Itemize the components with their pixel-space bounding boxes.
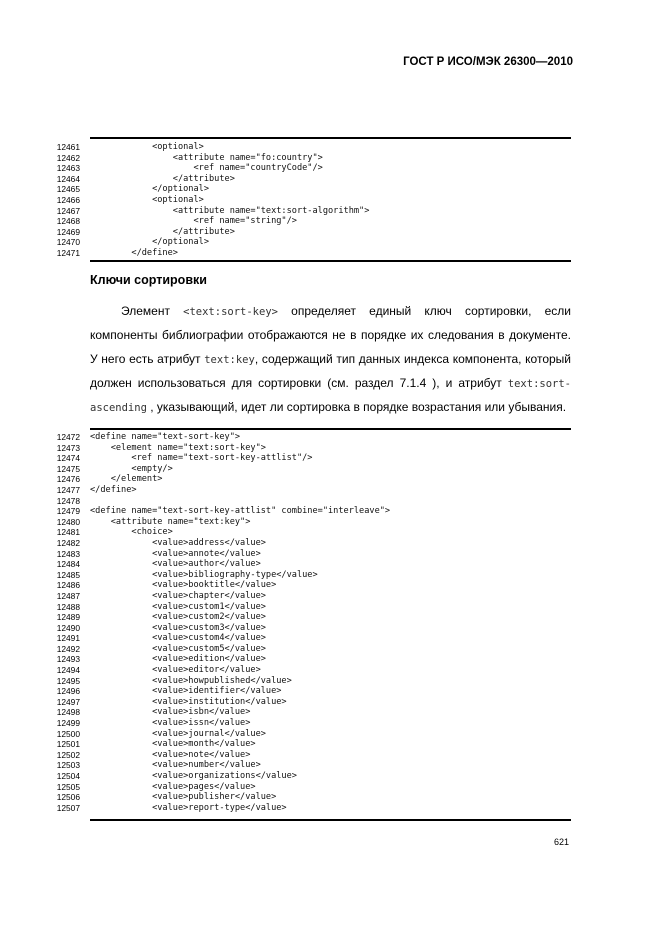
code-text: </optional> xyxy=(90,184,209,195)
line-number: 12470 xyxy=(56,237,80,248)
line-number: 12507 xyxy=(56,802,80,813)
code-line xyxy=(40,803,390,814)
line-number: 12461 xyxy=(56,142,80,152)
line-number: 12499 xyxy=(56,718,80,729)
line-number: 12474 xyxy=(56,453,80,464)
code-line xyxy=(40,174,369,185)
code-text: </attribute> xyxy=(90,173,235,184)
code-line xyxy=(40,549,390,560)
line-number: 12476 xyxy=(56,474,80,485)
para-text-3: , содержащий тип данных индекса компонента, который должен использоваться для сортировки (см. раздел 7.1.4 ), и атрибут xyxy=(90,351,572,390)
code-text: <value>identifier</value> xyxy=(90,686,282,697)
line-number: 12475 xyxy=(56,463,80,474)
code-text: <value>custom1</value> xyxy=(90,601,266,612)
code-line xyxy=(40,570,390,581)
line-number: 12491 xyxy=(56,633,80,644)
code-text: <value>edition</value> xyxy=(90,654,266,665)
code-line xyxy=(40,633,390,644)
code-line xyxy=(40,580,390,591)
code-line xyxy=(40,248,369,259)
line-number: 12481 xyxy=(56,527,80,538)
code-text: <ref name="string"/> xyxy=(90,216,297,227)
line-number: 12468 xyxy=(56,216,80,227)
code-text: <element name="text:sort-key"> xyxy=(90,442,266,453)
code-top-rule-1 xyxy=(90,137,571,139)
code-line xyxy=(40,432,390,443)
code-text: <value>organizations</value> xyxy=(90,771,297,781)
code-line xyxy=(40,623,390,634)
line-number: 12506 xyxy=(56,792,80,803)
code-line xyxy=(40,195,369,206)
code-text: <attribute name="fo:country"> xyxy=(90,152,323,163)
code-text: <value>report-type</value> xyxy=(90,802,287,813)
code-line xyxy=(40,496,390,507)
line-number: 12467 xyxy=(56,205,80,216)
line-number: 12480 xyxy=(56,516,80,527)
line-number: 12479 xyxy=(56,506,80,517)
code-text: </attribute> xyxy=(90,226,235,237)
line-number: 12485 xyxy=(56,569,80,580)
code-text: <value>month</value> xyxy=(90,739,256,750)
code-text: </define> xyxy=(90,247,178,258)
line-number: 12478 xyxy=(56,495,80,506)
line-number: 12463 xyxy=(56,163,80,174)
code-line xyxy=(40,474,390,485)
line-number: 12494 xyxy=(56,665,80,676)
code-line xyxy=(40,771,390,782)
code-text: </element> xyxy=(90,474,163,485)
code-text: <attribute name="text:key"> xyxy=(90,516,251,527)
line-number: 12469 xyxy=(56,226,80,237)
code-listing-2 xyxy=(40,432,390,813)
section-paragraph xyxy=(90,300,571,420)
code-text: <empty/> xyxy=(90,463,173,474)
code-line xyxy=(40,612,390,623)
code-line xyxy=(40,216,369,227)
code-text: <choice> xyxy=(90,527,173,538)
line-number: 12501 xyxy=(56,739,80,750)
para-text-2: определяет единый ключ сортировки, если компоненты библиографии отображаются не в порядке их следования в документе. У него есть атрибут xyxy=(90,304,571,366)
code-bottom-rule-1 xyxy=(90,260,571,262)
line-number: 12490 xyxy=(56,622,80,633)
code-text: <define name="text-sort-key"> xyxy=(90,432,241,442)
line-number: 12464 xyxy=(56,173,80,184)
code-text: <value>howpublished</value> xyxy=(90,675,292,686)
code-line xyxy=(40,443,390,454)
code-text: <value>booktitle</value> xyxy=(90,580,277,591)
code-text: <value>number</value> xyxy=(90,760,261,771)
line-number: 12503 xyxy=(56,760,80,771)
code-text: </define> xyxy=(90,484,137,495)
line-number: 12466 xyxy=(56,194,80,205)
code-text: <optional> xyxy=(90,194,204,205)
code-line xyxy=(40,464,390,475)
code-line xyxy=(40,676,390,687)
code-text: <value>chapter</value> xyxy=(90,590,266,601)
code-line xyxy=(40,184,369,195)
line-number: 12495 xyxy=(56,675,80,686)
para-text-1: Элемент xyxy=(121,304,184,318)
line-number: 12473 xyxy=(56,442,80,453)
line-number: 12472 xyxy=(56,432,80,442)
code-line xyxy=(40,686,390,697)
line-number: 12487 xyxy=(56,590,80,601)
code-line xyxy=(40,527,390,538)
code-text: <value>journal</value> xyxy=(90,728,266,739)
code-line xyxy=(40,739,390,750)
code-text: <value>publisher</value> xyxy=(90,792,277,803)
code-line xyxy=(40,538,390,549)
code-line xyxy=(40,237,369,248)
code-text: <value>note</value> xyxy=(90,749,251,760)
code-line xyxy=(40,485,390,496)
code-text: <value>editor</value> xyxy=(90,665,261,676)
code-text: <value>custom3</value> xyxy=(90,622,266,633)
code-text: <value>custom4</value> xyxy=(90,633,266,644)
code-line xyxy=(40,654,390,665)
code-line xyxy=(40,665,390,676)
line-number: 12496 xyxy=(56,686,80,697)
code-line xyxy=(40,227,369,238)
code-line xyxy=(40,142,369,153)
code-text: <value>address</value> xyxy=(90,537,266,548)
line-number: 12498 xyxy=(56,707,80,718)
code-text: <define name="text-sort-key-attlist" combine="interleave"> xyxy=(90,506,391,517)
code-line xyxy=(40,559,390,570)
code-line xyxy=(40,792,390,803)
code-text: <ref name="countryCode"/> xyxy=(90,163,323,174)
line-number: 12482 xyxy=(56,537,80,548)
code-line xyxy=(40,782,390,793)
line-number: 12504 xyxy=(56,771,80,781)
code-line xyxy=(40,163,369,174)
code-line xyxy=(40,644,390,655)
line-number: 12484 xyxy=(56,559,80,570)
line-number: 12497 xyxy=(56,696,80,707)
code-bottom-rule-2 xyxy=(90,819,571,821)
code-text: <ref name="text-sort-key-attlist"/> xyxy=(90,453,313,464)
para-code-text-key: text:key xyxy=(204,353,255,366)
line-number: 12502 xyxy=(56,749,80,760)
code-line xyxy=(40,206,369,217)
line-number: 12483 xyxy=(56,548,80,559)
code-line xyxy=(40,718,390,729)
code-text: <optional> xyxy=(90,142,204,152)
code-line xyxy=(40,453,390,464)
code-line xyxy=(40,729,390,740)
line-number: 12489 xyxy=(56,612,80,623)
line-number: 12500 xyxy=(56,728,80,739)
code-listing-1 xyxy=(40,142,369,259)
code-line xyxy=(40,707,390,718)
line-number: 12505 xyxy=(56,781,80,792)
para-code-sort-ascending: text:sort-ascending xyxy=(90,377,571,415)
line-number: 12486 xyxy=(56,580,80,591)
page-number: 621 xyxy=(553,837,569,847)
code-line xyxy=(40,506,390,517)
code-text: <value>custom2</value> xyxy=(90,612,266,623)
code-text: <value>author</value> xyxy=(90,559,261,570)
code-top-rule-2 xyxy=(90,428,571,430)
code-line xyxy=(40,517,390,528)
code-text: <value>issn</value> xyxy=(90,718,251,729)
code-text: <value>bibliography-type</value> xyxy=(90,569,318,580)
code-text: <value>isbn</value> xyxy=(90,707,251,718)
line-number: 12471 xyxy=(56,247,80,258)
line-number: 12477 xyxy=(56,484,80,495)
line-number: 12493 xyxy=(56,654,80,665)
code-line xyxy=(40,697,390,708)
code-line xyxy=(40,750,390,761)
para-code-sort-key: <text:sort-key> xyxy=(183,306,278,318)
line-number: 12488 xyxy=(56,601,80,612)
code-text: <value>institution</value> xyxy=(90,696,287,707)
code-text: </optional> xyxy=(90,237,209,248)
code-line xyxy=(40,591,390,602)
code-line xyxy=(40,760,390,771)
section-heading: Ключи сортировки xyxy=(90,273,207,287)
document-header: ГОСТ Р ИСО/МЭК 26300—2010 xyxy=(403,56,573,68)
code-line xyxy=(40,153,369,164)
line-number: 12465 xyxy=(56,184,80,195)
code-line xyxy=(40,602,390,613)
code-text: <value>annote</value> xyxy=(90,548,261,559)
para-text-4: , указывающий, идет ли сортировка в порядке возрастания или убывания. xyxy=(146,400,567,415)
code-text: <value>pages</value> xyxy=(90,781,256,792)
line-number: 12492 xyxy=(56,643,80,654)
code-text: <value>custom5</value> xyxy=(90,643,266,654)
code-text: <attribute name="text:sort-algorithm"> xyxy=(90,205,370,216)
line-number: 12462 xyxy=(56,152,80,163)
